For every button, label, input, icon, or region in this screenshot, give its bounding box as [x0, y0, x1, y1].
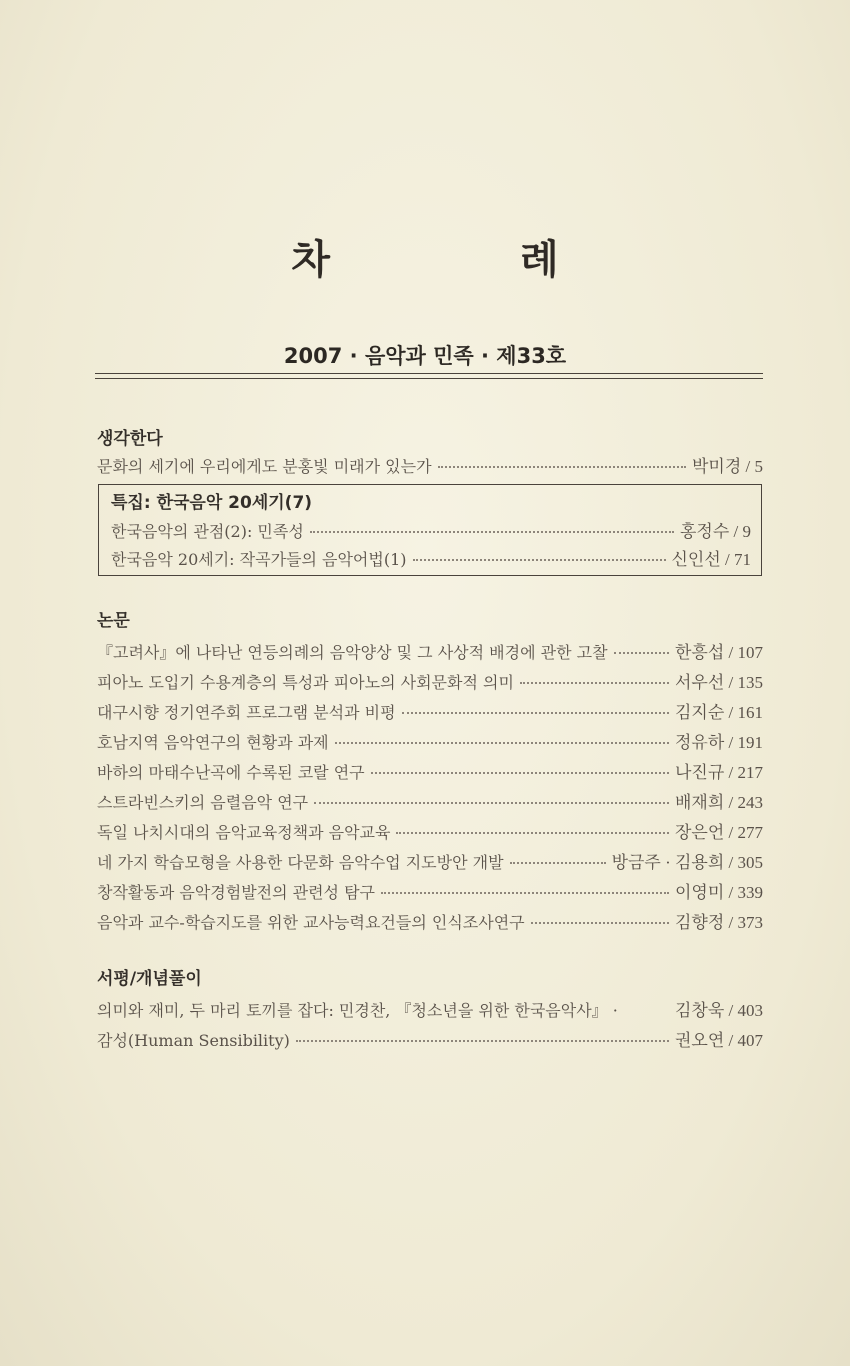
entry-title: 『고려사』에 나타난 연등의례의 음악양상 및 그 사상적 배경에 관한 고찰: [97, 643, 608, 662]
dot-leader: [396, 832, 669, 834]
section-heading: 생각한다: [97, 429, 163, 449]
entry-title: 감성(Human Sensibility): [97, 1031, 290, 1050]
toc-entry[interactable]: [97, 452, 763, 482]
toc-entry[interactable]: [97, 758, 763, 788]
toc-entry[interactable]: [97, 728, 763, 758]
toc-entry[interactable]: [97, 788, 763, 818]
entry-title: 한국음악 20세기: 작곡가들의 음악어법(1): [111, 550, 407, 569]
dot-leader: [371, 772, 669, 774]
toc-entry[interactable]: [97, 908, 763, 938]
entry-title: 의미와 재미, 두 마리 토끼를 잡다: 민경찬, 『청소년을 위한 한국음악사』 ·: [97, 1001, 618, 1020]
entry-title: 한국음악의 관점(2): 민족성: [111, 522, 304, 541]
entry-author-page: 배재희 / 243: [675, 793, 763, 812]
entry-title: 음악과 교수-학습지도를 위한 교사능력요건들의 인식조사연구: [97, 913, 525, 932]
toc-entry[interactable]: [97, 996, 763, 1026]
toc-entry[interactable]: [111, 545, 751, 575]
entry-author-page: 김창욱 / 403: [675, 1001, 763, 1020]
entry-title: 네 가지 학습모형을 사용한 다문화 음악수업 지도방안 개발: [97, 853, 504, 872]
dot-leader: [438, 466, 686, 468]
divider-rule: [95, 378, 763, 379]
issue-subtitle: 2007 · 음악과 민족 · 제33호: [283, 344, 567, 368]
section-heading: 특집: 한국음악 20세기(7): [111, 493, 313, 513]
dot-leader: [381, 892, 669, 894]
special-feature-box: [98, 484, 762, 576]
entry-author-page: 나진규 / 217: [675, 763, 763, 782]
entry-author-page: 신인선 / 71: [671, 550, 751, 569]
dot-leader: [310, 531, 674, 533]
dot-leader: [413, 559, 666, 561]
dot-leader: [614, 652, 669, 654]
entry-title: 독일 나치시대의 음악교육정책과 음악교육: [97, 823, 391, 842]
dot-leader: [520, 682, 669, 684]
dot-leader: [510, 862, 606, 864]
entry-author-page: 방금주 · 김용희 / 305: [611, 853, 763, 872]
toc-entry[interactable]: [97, 698, 763, 728]
entry-title: 피아노 도입기 수용계층의 특성과 피아노의 사회문화적 의미: [97, 673, 514, 692]
entry-author-page: 박미경 / 5: [692, 457, 763, 476]
entry-author-page: 홍정수 / 9: [680, 522, 751, 541]
entry-author-page: 정유하 / 191: [675, 733, 763, 752]
entry-author-page: 권오연 / 407: [675, 1031, 763, 1050]
toc-entry[interactable]: [97, 878, 763, 908]
entry-author-page: 한흥섭 / 107: [675, 643, 763, 662]
toc-entry[interactable]: [97, 668, 763, 698]
entry-author-page: 김향정 / 373: [675, 913, 763, 932]
dot-leader: [335, 742, 669, 744]
entry-title: 스트라빈스키의 음렬음악 연구: [97, 793, 309, 812]
section-heading: 논문: [97, 611, 130, 631]
entry-title: 문화의 세기에 우리에게도 분홍빛 미래가 있는가: [97, 457, 432, 476]
entry-author-page: 서우선 / 135: [675, 673, 763, 692]
entry-author-page: 이영미 / 339: [675, 883, 763, 902]
entry-title: 바하의 마태수난곡에 수록된 코랄 연구: [97, 763, 365, 782]
page-title: 차 례: [291, 236, 647, 283]
entry-author-page: 장은언 / 277: [675, 823, 763, 842]
toc-entry[interactable]: [97, 638, 763, 668]
toc-entry[interactable]: [97, 818, 763, 848]
entry-author-page: 김지순 / 161: [675, 703, 763, 722]
divider-rule: [95, 373, 763, 374]
dot-leader: [531, 922, 669, 924]
entry-title: 대구시향 정기연주회 프로그램 분석과 비평: [97, 703, 396, 722]
entry-title: 호남지역 음악연구의 현황과 과제: [97, 733, 329, 752]
dot-leader: [314, 802, 669, 804]
toc-entry[interactable]: [111, 517, 751, 547]
dot-leader: [296, 1040, 669, 1042]
entry-title: 창작활동과 음악경험발전의 관련성 탐구: [97, 883, 376, 902]
dot-leader: [402, 712, 669, 714]
toc-entry[interactable]: [97, 848, 763, 878]
toc-entry[interactable]: [97, 1026, 763, 1056]
section-heading: 서평/개념풀이: [97, 969, 202, 989]
